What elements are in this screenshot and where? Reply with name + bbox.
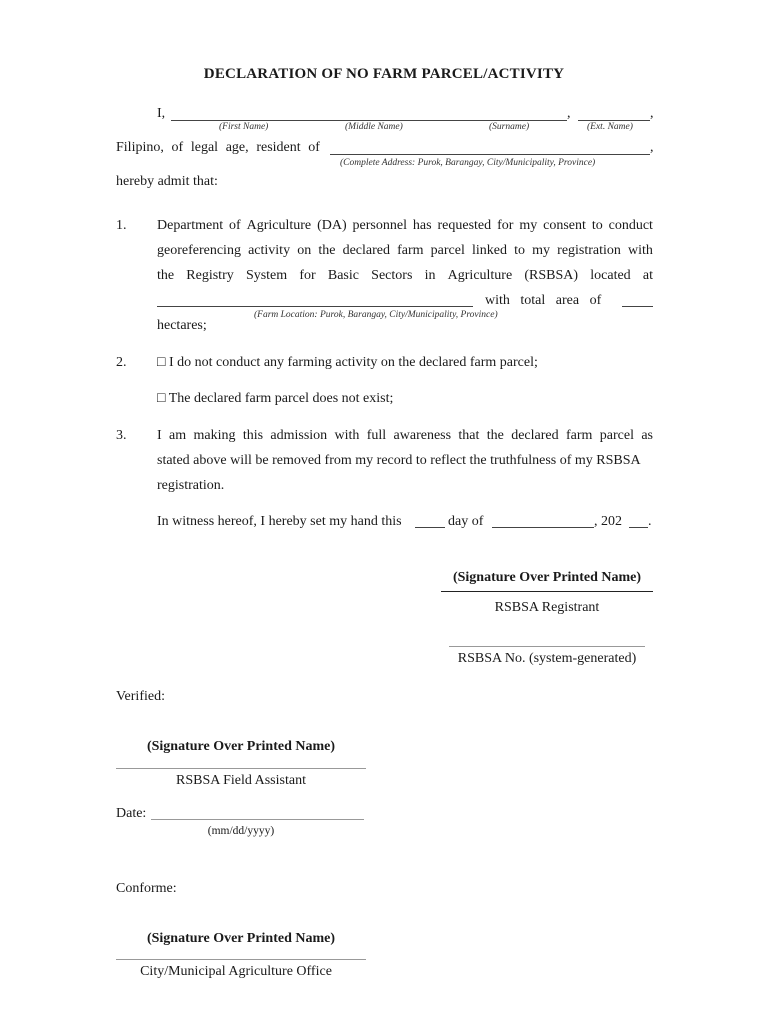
witness-text: In witness hereof, I hereby set my hand this	[157, 514, 402, 529]
word: (RSBSA)	[524, 268, 579, 283]
registrant-role: RSBSA Registrant	[494, 600, 600, 615]
farm-location-line[interactable]	[157, 306, 473, 307]
item3-line3: registration.	[157, 478, 225, 493]
item3-line1	[157, 428, 653, 444]
word: Agriculture	[246, 218, 312, 233]
date-line[interactable]	[151, 819, 364, 820]
word: Registry	[186, 268, 234, 283]
resident-label	[116, 140, 320, 156]
item3-line2: stated above will be removed from my record to reflect the truthfulness of my RSBSA	[157, 453, 641, 468]
agri-office-signature-line[interactable]	[116, 959, 366, 960]
word: full	[366, 428, 387, 443]
document-title: DECLARATION OF NO FARM PARCEL/ACTIVITY	[203, 66, 565, 82]
registrant-signature-line[interactable]	[441, 591, 653, 592]
surname-caption: (Surname)	[489, 122, 530, 132]
day-line[interactable]	[415, 527, 445, 528]
word: consent	[543, 218, 586, 233]
word: awareness	[393, 428, 452, 443]
field-assistant-signature-label: (Signature Over Printed Name)	[146, 739, 336, 754]
word: (DA)	[317, 218, 347, 233]
word: Agriculture	[447, 268, 513, 283]
word: to	[591, 218, 603, 233]
month-line[interactable]	[492, 527, 594, 528]
field-assistant-signature-line[interactable]	[116, 768, 366, 769]
word: for	[299, 268, 316, 283]
total-area-line[interactable]	[622, 306, 653, 307]
middle-name-caption: (Middle Name)	[345, 122, 403, 132]
word: Basic	[327, 268, 359, 283]
ext-name-line[interactable]	[578, 120, 650, 121]
date-format-caption: (mm/dd/yyyy)	[207, 825, 275, 837]
word: System	[245, 268, 288, 283]
no-farming-checkbox-option[interactable]: □ I do not conduct any farming activity on the declared farm parcel;	[157, 355, 538, 370]
word: the	[486, 428, 504, 443]
word: conduct	[608, 218, 653, 233]
word: activity	[248, 243, 291, 258]
word: requested	[437, 218, 492, 233]
date-label: Date:	[116, 806, 147, 821]
word: this	[242, 428, 264, 443]
intro-comma: ,	[567, 106, 571, 121]
item1-line1	[157, 218, 653, 234]
word: my	[532, 243, 551, 258]
rsbsa-no-line[interactable]	[449, 646, 645, 647]
witness-period: .	[648, 514, 652, 529]
word: Department	[157, 218, 224, 233]
first-name-caption: (First Name)	[219, 122, 269, 132]
word: with	[628, 243, 653, 258]
intro-comma: ,	[650, 106, 654, 121]
word: with	[334, 428, 360, 443]
full-name-line[interactable]	[171, 120, 567, 121]
year-prefix: , 202	[594, 514, 622, 529]
hectares-text: hectares;	[157, 318, 207, 333]
registrant-signature-label: (Signature Over Printed Name)	[452, 570, 642, 585]
word: georeferencing	[157, 243, 241, 258]
word: personnel	[352, 218, 407, 233]
farm-location-caption: (Farm Location: Purok, Barangay, City/Municipality, Province)	[254, 310, 498, 320]
word: I	[157, 428, 162, 443]
word: farm	[565, 428, 593, 443]
word: am	[169, 428, 187, 443]
word: parcel	[430, 243, 465, 258]
word: in	[424, 268, 436, 283]
intro-i-label: I,	[157, 106, 166, 121]
word: located	[590, 268, 631, 283]
item-number: 2.	[116, 355, 127, 370]
word: resident	[256, 140, 301, 155]
word: for	[497, 218, 514, 233]
agri-office-signature-label: (Signature Over Printed Name)	[146, 931, 336, 946]
word: declared	[511, 428, 559, 443]
word: at	[642, 268, 653, 283]
word: of	[229, 218, 241, 233]
word: to	[514, 243, 526, 258]
field-assistant-role: RSBSA Field Assistant	[176, 773, 306, 788]
word: that	[458, 428, 480, 443]
address-comma: ,	[650, 140, 654, 155]
word: legal	[190, 140, 219, 155]
conforme-label: Conforme:	[116, 881, 177, 896]
year-line[interactable]	[629, 527, 648, 528]
rsbsa-no-label: RSBSA No. (system-generated)	[457, 651, 637, 666]
total-area-label: with total area of	[485, 293, 602, 308]
item1-line2	[157, 243, 653, 259]
word: Filipino,	[116, 140, 164, 155]
agri-office-role: City/Municipal Agriculture Office	[140, 964, 332, 979]
word: my	[519, 218, 538, 233]
word: on	[297, 243, 312, 258]
item1-line3	[157, 268, 653, 284]
item-number: 3.	[116, 428, 127, 443]
day-of-label: day of	[448, 514, 484, 529]
word: admission	[270, 428, 328, 443]
word: of	[171, 140, 184, 155]
word: Sectors	[371, 268, 413, 283]
word: has	[412, 218, 432, 233]
word: the	[157, 268, 175, 283]
ext-name-caption: (Ext. Name)	[587, 122, 633, 132]
word: farm	[397, 243, 424, 258]
word: registration	[557, 243, 621, 258]
word: the	[318, 243, 336, 258]
verified-label: Verified:	[116, 689, 165, 704]
word: making	[193, 428, 236, 443]
word: parcel	[599, 428, 634, 443]
address-caption: (Complete Address: Purok, Barangay, City/Municipality, Province)	[340, 158, 596, 168]
admit-text: hereby admit that:	[116, 174, 218, 189]
parcel-not-exist-checkbox-option[interactable]: □ The declared farm parcel does not exist;	[157, 391, 394, 406]
item-number: 1.	[116, 218, 127, 233]
word: linked	[472, 243, 507, 258]
word: of	[308, 140, 320, 155]
word: as	[641, 428, 653, 443]
address-line[interactable]	[330, 154, 650, 155]
word: age,	[225, 140, 249, 155]
word: declared	[342, 243, 390, 258]
